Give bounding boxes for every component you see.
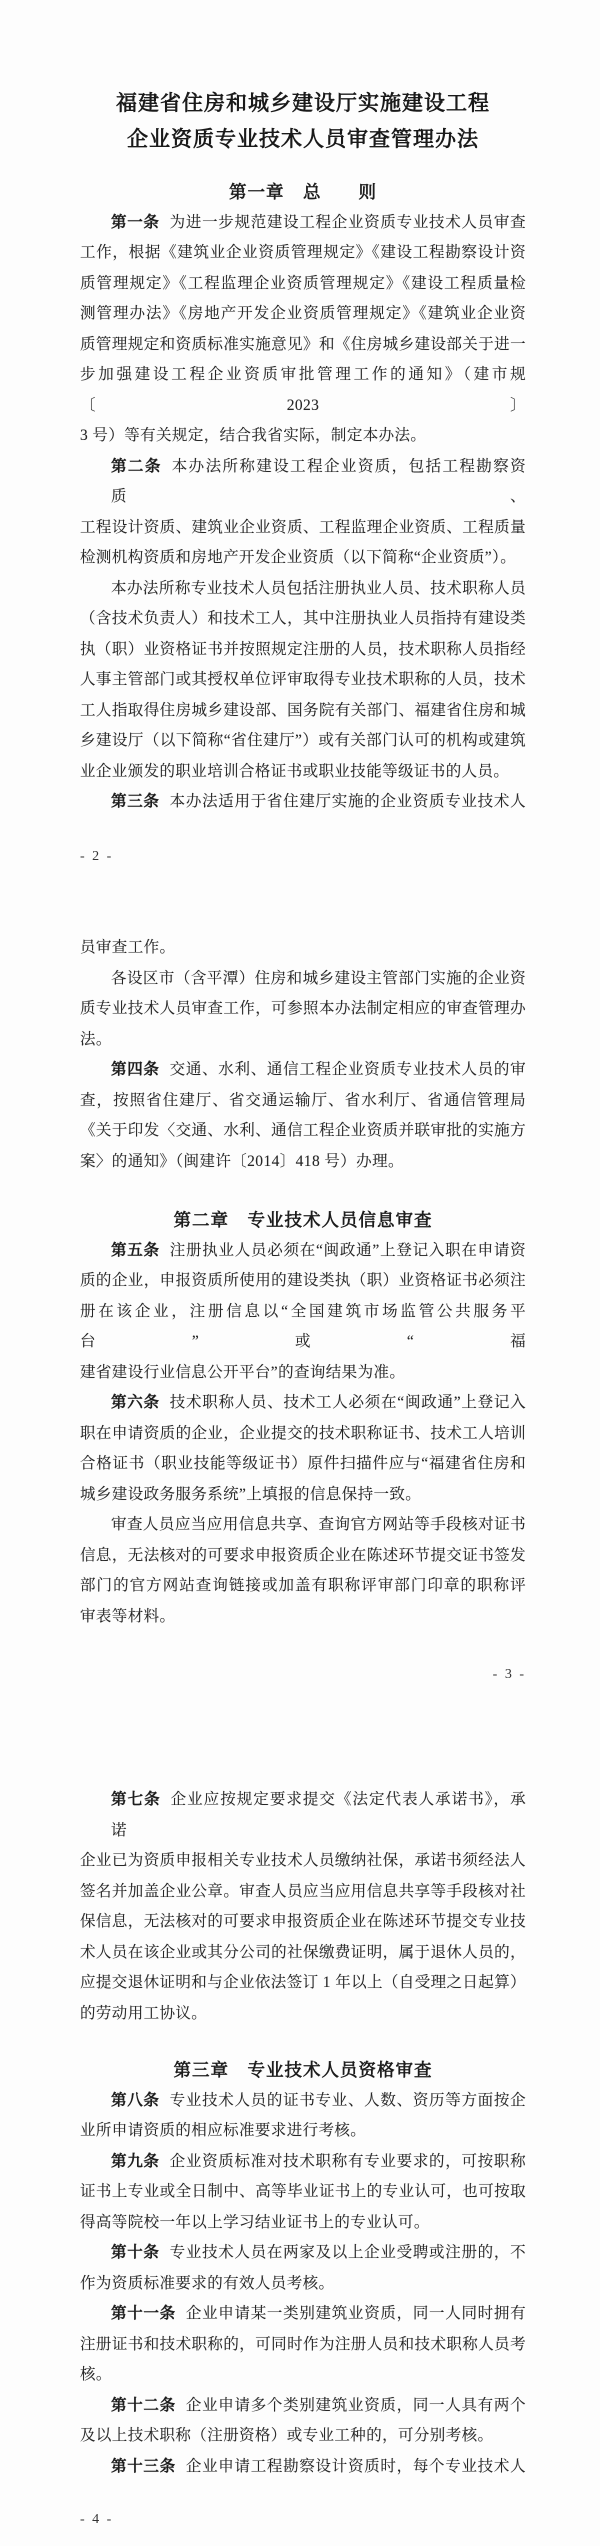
- text-line: 的劳动用工协议。: [80, 2004, 208, 2022]
- text-line: [80, 1055, 526, 1086]
- text-line: 人事主管部门或其授权单位评审取得专业技术职称的人员，技术: [80, 671, 526, 688]
- text-line: 步加强建设工程企业资质审批管理工作的通知》（建市规〔2023〕: [80, 366, 526, 414]
- text-line-body: 企业申请工程勘察设计资质时，每个专业技术人: [185, 2457, 526, 2475]
- text-line: [80, 2147, 526, 2178]
- article-term: 第七条: [111, 1791, 161, 1808]
- article-term: 第三条: [111, 793, 160, 810]
- text-line: 审表等材料。: [80, 1607, 176, 1625]
- text-line: [80, 2391, 526, 2422]
- text-line: 注册证书和技术职称的，可同时作为注册人员和技术职称人员考: [80, 2335, 526, 2353]
- article-term: 第一条: [111, 213, 160, 231]
- text-line: 查，按照省住建厅、省交通运输厅、省水利厅、省通信管理局: [80, 1091, 526, 1109]
- text-line-body: 企业申请多个类别建筑业资质，同一人具有两个: [185, 2396, 526, 2414]
- text-line: 部门的官方网站查询链接或加盖有职称评审部门印章的职称评: [80, 1577, 526, 1594]
- text-line: 法。: [80, 1030, 112, 1048]
- text-line: 业所申请资质的相应标准要求进行考核。: [80, 2122, 367, 2139]
- text-line: 术人员在该企业或其分公司的社保缴费证明，属于退休人员的，: [80, 1943, 526, 1961]
- text-line: 证书上专业或全日制中、高等毕业证书上的专业认可，也可按取: [80, 2183, 526, 2200]
- text-line: [80, 208, 526, 239]
- text-line: [80, 2086, 526, 2117]
- text-line: 质的企业，申报资质所使用的建设类执（职）业资格证书必须注: [80, 1272, 526, 1289]
- chapter-heading-2: 第二章 专业技术人员信息审查: [173, 1210, 433, 1230]
- text-line: 工作，根据《建筑业企业资质管理规定》《建设工程勘察设计资: [80, 244, 526, 261]
- text-line: 册在该企业，注册信息以“全国建筑市场监管公共服务平台”或“福: [80, 1302, 526, 1350]
- text-line: [80, 2299, 526, 2330]
- article-term: 第十条: [111, 2244, 160, 2261]
- article-term: 第六条: [111, 1394, 160, 1411]
- text-line: 员审查工作。: [80, 939, 176, 956]
- document-page-2: [0, 0, 600, 870]
- text-line: 信息，无法核对的可要求申报资质企业在陈述环节提交证书签发: [80, 1546, 526, 1564]
- doc-title-line-1: 福建省住房和城乡建设厅实施建设工程: [116, 91, 490, 115]
- text-line-body: 企业应按规定要求提交《法定代表人承诺书》，承诺: [111, 1791, 526, 1839]
- text-line: [80, 1236, 526, 1267]
- text-line-body: 为进一步规范建设工程企业资质专业技术人员审查: [169, 213, 526, 231]
- text-line: 保信息，无法核对的可要求申报资质企业在陈述环节提交专业技: [80, 1913, 526, 1930]
- doc-title-line-2: 企业资质专业技术人员审查管理办法: [127, 127, 479, 151]
- text-line: 《关于印发〈交通、水利、通信工程企业资质并联审批的实施方: [80, 1122, 526, 1139]
- article-term: 第八条: [111, 2091, 160, 2109]
- text-line-body: 企业资质标准对技术职称有专业要求的，可按职称: [169, 2152, 526, 2170]
- text-line: 执（职）业资格证书并按照规定注册的人员，技术职称人员指经: [80, 640, 526, 658]
- text-line: 应提交退休证明和与企业依法签订 1 年以上（自受理之日起算）: [80, 1974, 527, 1991]
- text-line-body: 企业申请某一类别建筑业资质，同一人同时拥有: [185, 2305, 526, 2322]
- text-line: 业企业颁发的职业培训合格证书或职业技能等级证书的人员。: [80, 762, 510, 780]
- text-line: 签名并加盖企业公章。审查人员应当应用信息共享等手段核对社: [80, 1882, 526, 1900]
- text-line: 建省建设行业信息公开平台”的查询结果为准。: [80, 1363, 406, 1381]
- chapter-heading-3: 第三章 专业技术人员资格审查: [173, 2060, 433, 2080]
- article-term: 第十三条: [111, 2457, 176, 2475]
- text-line: 及以上技术职称（注册资格）或专业工种的，可分别考核。: [80, 2427, 494, 2444]
- text-line: 3 号）等有关规定，结合我省实际，制定本办法。: [80, 427, 427, 444]
- text-line-body: 本办法所称建设工程企业资质，包括工程勘察资质、: [111, 457, 527, 505]
- text-line: 核。: [80, 2366, 112, 2383]
- text-line-body: 交通、水利、通信工程企业资质专业技术人员的审: [169, 1061, 526, 1078]
- article-term: 第五条: [111, 1241, 160, 1259]
- text-line: 合格证书（职业技能等级证书）原件扫描件应与“福建省住房和: [80, 1455, 526, 1472]
- text-line: 本办法所称专业技术人员包括注册执业人员、技术职称人员: [111, 579, 526, 597]
- text-line: 质管理规定和资质标准实施意见》和《住房城乡建设部关于进一: [80, 335, 526, 353]
- text-line: 职在申请资质的企业，企业提交的技术职称证书、技术工人培训: [80, 1424, 526, 1442]
- article-term: 第九条: [111, 2152, 160, 2170]
- text-line: [80, 787, 526, 818]
- text-line: 城乡建设政务服务系统”上填报的信息保持一致。: [80, 1485, 422, 1503]
- text-line: 得高等院校一年以上学习结业证书上的专业认可。: [80, 2213, 430, 2231]
- document-page-3: [0, 870, 600, 1720]
- text-line: 作为资质标准要求的有效人员考核。: [80, 2274, 335, 2292]
- article-term: 第二条: [111, 457, 162, 475]
- text-line: 测管理办法》《房地产开发企业资质管理规定》《建筑业企业资: [80, 305, 526, 322]
- chapter-heading-1: 第一章 总 则: [229, 182, 377, 202]
- article-term: 第四条: [111, 1061, 160, 1078]
- text-line: 各设区市（含平潭）住房和城乡建设主管部门实施的企业资: [111, 969, 526, 987]
- text-line: 审查人员应当应用信息共享、查询官方网站等手段核对证书: [111, 1516, 526, 1533]
- text-line: [80, 2238, 526, 2269]
- page-number-4: - 4 -: [80, 2512, 114, 2527]
- text-line: 乡建设厅（以下简称“省住建厅”）或有关部门认可的机构或建筑: [80, 732, 526, 749]
- page-number-2: - 2 -: [80, 848, 114, 864]
- text-line: （含技术负责人）和技术工人，其中注册执业人员指持有建设类: [80, 610, 526, 627]
- text-line: [80, 1785, 526, 1846]
- text-line: [80, 2452, 526, 2483]
- text-line: [80, 452, 526, 513]
- text-line: 质管理规定》《工程监理企业资质管理规定》《建设工程质量检: [80, 274, 526, 292]
- text-line: 案〉的通知》（闽建许〔2014〕418 号）办理。: [80, 1152, 404, 1170]
- article-term: 第十一条: [111, 2305, 176, 2322]
- text-line: [80, 1388, 526, 1419]
- text-line-body: 专业技术人员在两家及以上企业受聘或注册的，不: [169, 2244, 526, 2261]
- article-term: 第十二条: [111, 2396, 176, 2414]
- document-page-4: [0, 1720, 600, 2546]
- text-line: 工程设计资质、建筑业企业资质、工程监理企业资质、工程质量: [80, 518, 526, 536]
- text-line: 检测机构资质和房地产开发企业资质（以下简称“企业资质”）。: [80, 549, 517, 566]
- text-line: 企业已为资质申报相关专业技术人员缴纳社保，承诺书须经法人: [80, 1852, 526, 1869]
- text-line: 质专业技术人员审查工作，可参照本办法制定相应的审查管理办: [80, 1000, 526, 1017]
- page-number-3: - 3 -: [492, 1667, 526, 1682]
- text-line-body: 本办法适用于省住建厅实施的企业资质专业技术人: [169, 793, 526, 810]
- text-line-body: 专业技术人员的证书专业、人数、资历等方面按企: [169, 2091, 526, 2109]
- text-line-body: 注册执业人员必须在“闽政通”上登记入职在申请资: [169, 1241, 526, 1259]
- text-line-body: 技术职称人员、技术工人必须在“闽政通”上登记入: [169, 1394, 526, 1411]
- text-line: 工人指取得住房城乡建设部、国务院有关部门、福建省住房和城: [80, 701, 526, 719]
